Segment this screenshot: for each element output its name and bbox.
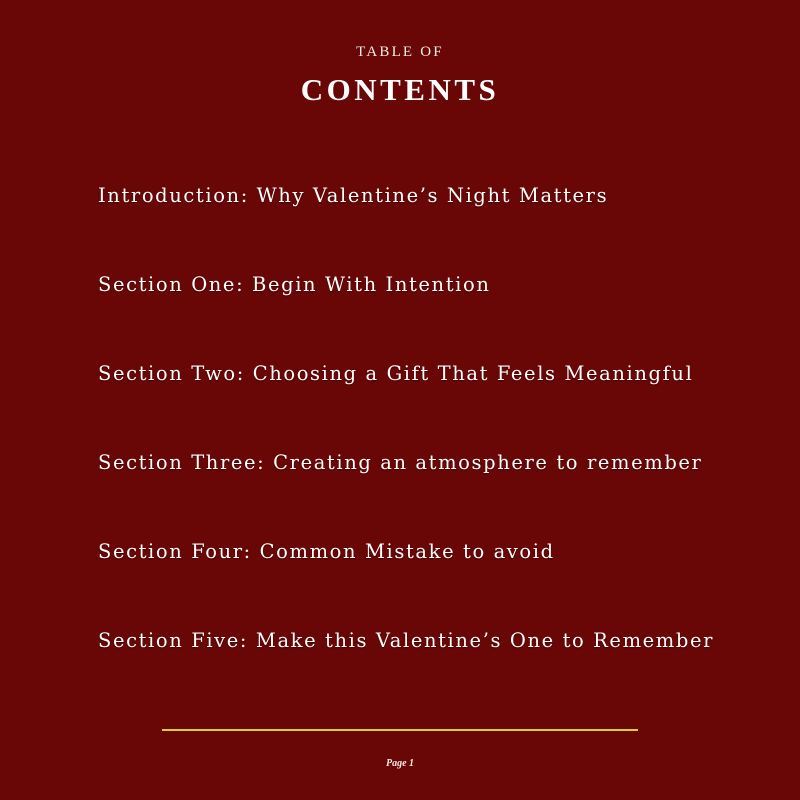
- toc-item-section-five[interactable]: [98, 625, 714, 714]
- toc-item-section-one[interactable]: [98, 269, 714, 358]
- toc-kicker: TABLE OF: [356, 44, 444, 60]
- toc-item-label: Section Five: Make this Valentine’s One to Remember: [98, 629, 715, 652]
- toc-item-section-three[interactable]: [98, 447, 714, 536]
- toc-item-section-four[interactable]: [98, 536, 714, 625]
- toc-item-label: Section Three: Creating an atmosphere to remember: [98, 451, 703, 474]
- page-number: Page 1: [385, 758, 415, 769]
- table-of-contents-list: [98, 180, 714, 714]
- toc-item-label: Section One: Begin With Intention: [98, 273, 491, 296]
- toc-item-label: Section Two: Choosing a Gift That Feels Meaningful: [98, 362, 694, 385]
- toc-item-label: Section Four: Common Mistake to avoid: [98, 540, 555, 563]
- toc-item-introduction[interactable]: [98, 180, 714, 269]
- toc-title: CONTENTS: [300, 72, 500, 107]
- toc-item-label: Introduction: Why Valentine’s Night Matters: [98, 184, 609, 207]
- toc-item-section-two[interactable]: [98, 358, 714, 447]
- footer-divider: [162, 729, 638, 731]
